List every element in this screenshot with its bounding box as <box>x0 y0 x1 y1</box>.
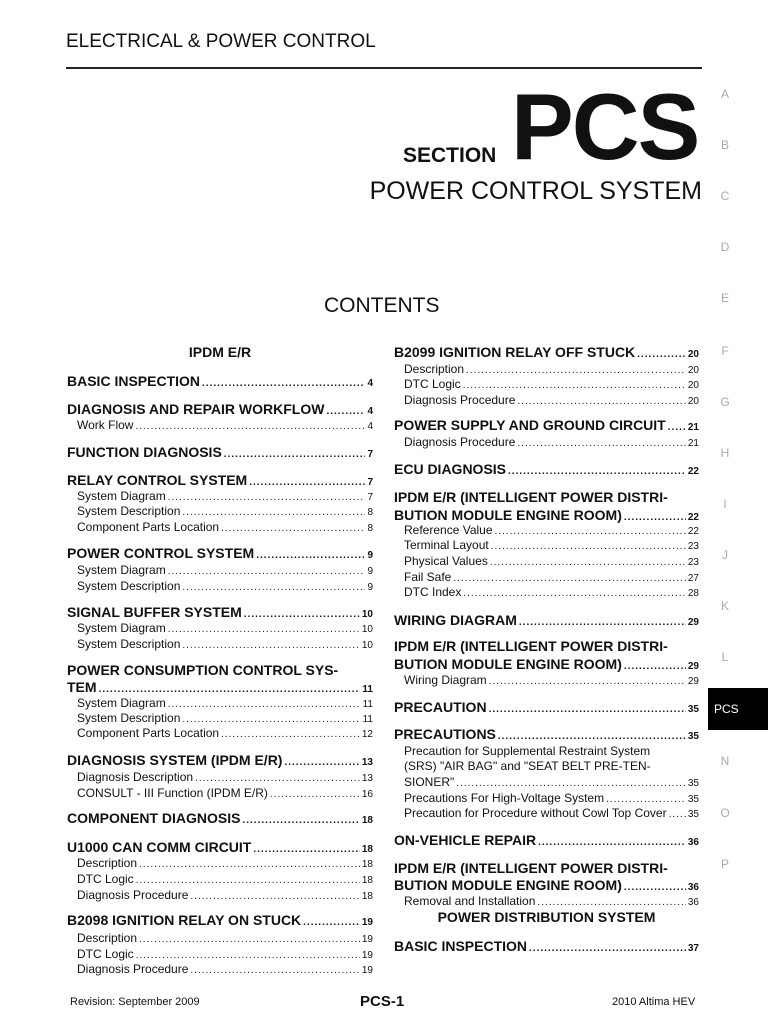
toc-label: BUTION MODULE ENGINE ROOM) <box>394 877 622 893</box>
toc-label: Precaution for Supplemental Restraint System <box>404 744 651 758</box>
toc-subentry[interactable] <box>404 759 699 773</box>
toc-leader-dots <box>284 757 359 768</box>
toc-page-number: 19 <box>361 917 373 928</box>
toc-label: System Description <box>77 579 181 593</box>
toc-label: Physical Values <box>404 554 488 568</box>
toc-label: Terminal Layout <box>404 538 489 552</box>
toc-subentry[interactable] <box>77 726 373 740</box>
toc-leader-dots <box>517 396 685 407</box>
toc-page-number: 18 <box>361 875 373 886</box>
toc-entry[interactable] <box>67 810 373 826</box>
section-label: SECTION <box>403 144 497 167</box>
toc-leader-dots <box>303 917 360 928</box>
toc-page-number: 35 <box>687 794 699 805</box>
toc-label: Precautions For High-Voltage System <box>404 791 605 805</box>
toc-leader-dots <box>139 859 360 870</box>
toc-page-number: 18 <box>361 891 373 902</box>
toc-leader-dots <box>224 449 366 460</box>
toc-subentry[interactable] <box>77 711 373 725</box>
toc-leader-dots <box>490 557 686 568</box>
toc-label: SIONER" <box>404 775 455 789</box>
toc-label: DIAGNOSIS AND REPAIR WORKFLOW <box>67 401 325 417</box>
toc-subentry[interactable] <box>77 637 373 651</box>
section-title: POWER CONTROL SYSTEM <box>369 177 702 205</box>
toc-page-number: 19 <box>361 950 373 961</box>
toc-leader-dots <box>244 609 360 620</box>
toc-subentry[interactable] <box>404 673 699 687</box>
toc-page-number: 16 <box>361 789 373 800</box>
toc-label: Precaution for Procedure without Cowl Top Cover <box>404 806 667 820</box>
toc-page-number: 20 <box>687 349 699 360</box>
toc-page-number: 22 <box>687 466 699 477</box>
toc-entry[interactable] <box>394 656 699 672</box>
toc-label: IPDM E/R (INTELLIGENT POWER DISTRI- <box>394 638 668 654</box>
toc-label: DTC Logic <box>77 872 134 886</box>
toc-page-number: 4 <box>367 421 373 432</box>
toc-subentry[interactable] <box>77 888 373 902</box>
toc-label: POWER CONSUMPTION CONTROL SYS- <box>67 662 339 678</box>
toc-leader-dots <box>466 365 686 376</box>
toc-part-heading: POWER DISTRIBUTION SYSTEM <box>437 909 656 925</box>
toc-entry[interactable] <box>394 877 699 893</box>
toc-entry[interactable] <box>67 401 373 417</box>
toc-subentry[interactable] <box>404 806 699 820</box>
toc-subentry[interactable] <box>77 504 373 518</box>
toc-label: FUNCTION DIAGNOSIS <box>67 444 222 460</box>
toc-leader-dots <box>519 617 686 628</box>
toc-page-number: 35 <box>687 731 699 742</box>
toc-leader-dots <box>326 406 365 417</box>
toc-subentry[interactable] <box>77 856 373 870</box>
toc-subentry[interactable] <box>404 435 699 449</box>
toc-page-number: 10 <box>361 609 373 620</box>
toc-label: System Description <box>77 504 181 518</box>
side-tab-p[interactable]: P <box>720 857 729 871</box>
toc-entry[interactable] <box>394 726 699 742</box>
toc-subentry[interactable] <box>404 744 699 758</box>
toc-label: System Diagram <box>77 563 166 577</box>
side-tab-c[interactable]: C <box>720 189 730 203</box>
toc-entry[interactable] <box>67 604 373 620</box>
toc-page-number: 21 <box>687 422 699 433</box>
toc-leader-dots <box>495 526 686 537</box>
side-tab-i[interactable]: I <box>723 497 727 511</box>
toc-subentry[interactable] <box>77 770 373 784</box>
side-tab-b[interactable]: B <box>720 138 729 152</box>
toc-page-number: 13 <box>361 757 373 768</box>
toc-label: B2099 IGNITION RELAY OFF STUCK <box>394 344 636 360</box>
side-tab-d[interactable]: D <box>720 240 730 254</box>
toc-page-number: 10 <box>361 640 373 651</box>
side-tab-j[interactable]: J <box>722 548 728 562</box>
toc-leader-dots <box>668 422 686 433</box>
toc-leader-dots <box>538 837 686 848</box>
toc-leader-dots <box>453 573 686 584</box>
toc-label: POWER CONTROL SYSTEM <box>67 545 255 561</box>
toc-leader-dots <box>637 349 686 360</box>
toc-entry[interactable] <box>67 472 373 488</box>
toc-page-number: 11 <box>362 684 373 695</box>
toc-leader-dots <box>202 378 365 389</box>
toc-leader-dots <box>135 421 365 432</box>
toc-page-number: 22 <box>687 512 699 523</box>
toc-page-number: 23 <box>687 541 699 552</box>
toc-label: Component Parts Location <box>77 520 220 534</box>
toc-label: U1000 CAN COMM CIRCUIT <box>67 839 252 855</box>
side-tab-pcs-active[interactable]: PCS <box>708 688 768 730</box>
toc-leader-dots <box>168 492 366 503</box>
toc-label: DTC Logic <box>77 947 134 961</box>
toc-entry[interactable] <box>67 662 373 678</box>
toc-subentry[interactable] <box>404 585 699 599</box>
toc-entry[interactable] <box>67 912 373 928</box>
toc-page-number: 36 <box>687 882 699 893</box>
toc-entry[interactable] <box>67 752 373 768</box>
toc-label: POWER SUPPLY AND GROUND CIRCUIT <box>394 417 666 433</box>
toc-part-heading: IPDM E/R <box>188 344 252 360</box>
toc-leader-dots <box>195 773 360 784</box>
contents-heading: CONTENTS <box>324 294 440 317</box>
toc-page-number: 7 <box>367 449 373 460</box>
toc-leader-dots <box>139 934 360 945</box>
toc-page-number: 9 <box>367 566 373 577</box>
toc-entry[interactable] <box>67 545 373 561</box>
toc-page-number: 29 <box>687 617 699 628</box>
toc-leader-dots <box>136 950 360 961</box>
toc-subentry[interactable] <box>77 872 373 886</box>
toc-leader-dots <box>537 897 685 908</box>
toc-page-number: 20 <box>687 380 699 391</box>
side-tab-a[interactable]: A <box>720 87 729 101</box>
header-rule <box>66 67 702 69</box>
toc-page-number: 9 <box>367 582 373 593</box>
toc-leader-dots <box>168 566 366 577</box>
toc-label: RELAY CONTROL SYSTEM <box>67 472 248 488</box>
toc-label: PRECAUTIONS <box>394 726 496 742</box>
toc-label: DTC Logic <box>404 377 461 391</box>
toc-leader-dots <box>253 844 360 855</box>
toc-leader-dots <box>182 714 360 725</box>
footer-model: 2010 Altima HEV <box>612 996 696 1008</box>
toc-entry[interactable] <box>394 638 699 654</box>
toc-leader-dots <box>508 466 686 477</box>
toc-page-number: 27 <box>687 573 699 584</box>
toc-page-number: 18 <box>361 844 373 855</box>
toc-label: Diagnosis Description <box>77 770 194 784</box>
toc-label: PRECAUTION <box>394 699 487 715</box>
toc-label: Wiring Diagram <box>404 673 487 687</box>
side-tab-l[interactable]: L <box>721 650 729 664</box>
toc-leader-dots <box>168 624 360 635</box>
toc-page-number: 4 <box>367 378 373 389</box>
toc-subentry[interactable] <box>404 894 699 908</box>
toc-leader-dots <box>489 676 686 687</box>
toc-page-number: 37 <box>687 943 699 954</box>
section-code: PCS <box>511 74 699 179</box>
toc-subentry[interactable] <box>404 362 699 376</box>
side-tab-k[interactable]: K <box>720 599 729 613</box>
toc-page-number: 4 <box>367 406 373 417</box>
toc-leader-dots <box>529 943 686 954</box>
toc-page-number: 21 <box>687 438 699 449</box>
toc-label: System Diagram <box>77 489 166 503</box>
toc-entry[interactable] <box>394 344 699 360</box>
toc-label: System Diagram <box>77 696 166 710</box>
toc-label: BUTION MODULE ENGINE ROOM) <box>394 656 622 672</box>
toc-label: IPDM E/R (INTELLIGENT POWER DISTRI- <box>394 860 668 876</box>
toc-subentry[interactable] <box>77 520 373 534</box>
toc-subentry[interactable] <box>404 523 699 537</box>
toc-subentry[interactable] <box>77 418 373 432</box>
toc-subentry[interactable] <box>404 393 699 407</box>
toc-page-number: 36 <box>687 837 699 848</box>
toc-subentry[interactable] <box>77 489 373 503</box>
toc-entry[interactable] <box>67 373 373 389</box>
toc-label: COMPONENT DIAGNOSIS <box>67 810 241 826</box>
toc-label: Removal and Installation <box>404 894 536 908</box>
toc-leader-dots <box>256 550 365 561</box>
manual-header-title: ELECTRICAL & POWER CONTROL <box>66 31 376 52</box>
toc-leader-dots <box>491 541 686 552</box>
toc-subentry[interactable] <box>77 563 373 577</box>
toc-page-number: 35 <box>687 704 699 715</box>
side-tab-f[interactable]: F <box>721 344 729 358</box>
toc-label: Description <box>77 856 138 870</box>
toc-label: Component Parts Location <box>77 726 220 740</box>
toc-page-number: 8 <box>367 523 373 534</box>
toc-page-number: 35 <box>687 778 699 789</box>
toc-label: (SRS) "AIR BAG" and "SEAT BELT PRE-TEN- <box>404 759 651 773</box>
toc-leader-dots <box>624 882 686 893</box>
toc-leader-dots <box>221 729 360 740</box>
toc-entry[interactable] <box>67 839 373 855</box>
toc-label: Fail Safe <box>404 570 452 584</box>
toc-label: CONSULT - III Function (IPDM E/R) <box>77 786 268 800</box>
toc-label: Diagnosis Procedure <box>404 393 516 407</box>
toc-entry[interactable] <box>394 860 699 876</box>
toc-page-number: 7 <box>367 477 373 488</box>
toc-leader-dots <box>669 809 686 820</box>
toc-page-number: 11 <box>362 714 373 725</box>
toc-label: B2098 IGNITION RELAY ON STUCK <box>67 912 302 928</box>
toc-page-number: 13 <box>361 773 373 784</box>
toc-page-number: 19 <box>361 965 373 976</box>
toc-page-number: 11 <box>362 699 373 710</box>
toc-entry[interactable] <box>394 832 699 848</box>
toc-subentry[interactable] <box>404 570 699 584</box>
toc-page-number: 23 <box>687 557 699 568</box>
toc-entry[interactable] <box>394 699 699 715</box>
toc-label: Diagnosis Procedure <box>77 962 189 976</box>
toc-label: System Description <box>77 637 181 651</box>
toc-leader-dots <box>190 891 359 902</box>
toc-label: Description <box>77 931 138 945</box>
toc-label: SIGNAL BUFFER SYSTEM <box>67 604 242 620</box>
toc-label: Reference Value <box>404 523 493 537</box>
toc-page-number: 36 <box>687 897 699 908</box>
toc-leader-dots <box>489 704 686 715</box>
toc-subentry[interactable] <box>77 931 373 945</box>
toc-subentry[interactable] <box>77 621 373 635</box>
toc-page-number: 20 <box>687 396 699 407</box>
toc-subentry[interactable] <box>77 696 373 710</box>
footer-page-number: PCS-1 <box>360 993 405 1010</box>
toc-label: Description <box>404 362 465 376</box>
toc-leader-dots <box>624 512 686 523</box>
toc-label: BASIC INSPECTION <box>67 373 201 389</box>
toc-subentry[interactable] <box>77 962 373 976</box>
toc-entry[interactable] <box>67 444 373 460</box>
side-tab-g[interactable]: G <box>720 395 730 409</box>
toc-label: TEM <box>67 679 97 695</box>
toc-page-number: 18 <box>361 859 373 870</box>
toc-label: BUTION MODULE ENGINE ROOM) <box>394 507 622 523</box>
toc-leader-dots <box>182 507 365 518</box>
toc-label: DTC Index <box>404 585 462 599</box>
toc-page-number: 28 <box>687 588 699 599</box>
toc-label: ON-VEHICLE REPAIR <box>394 832 537 848</box>
toc-label: Work Flow <box>77 418 134 432</box>
toc-page-number: 7 <box>367 492 373 503</box>
toc-page-number: 10 <box>361 624 373 635</box>
toc-leader-dots <box>463 380 686 391</box>
toc-subentry[interactable] <box>404 791 699 805</box>
toc-leader-dots <box>136 875 360 886</box>
toc-page-number: 29 <box>687 661 699 672</box>
toc-entry[interactable] <box>394 417 699 433</box>
toc-entry[interactable] <box>394 489 699 505</box>
toc-leader-dots <box>517 438 685 449</box>
toc-subentry[interactable] <box>404 554 699 568</box>
toc-entry[interactable] <box>67 679 373 695</box>
toc-leader-dots <box>249 477 365 488</box>
side-tab-h[interactable]: H <box>720 446 730 460</box>
toc-label: Diagnosis Procedure <box>404 435 516 449</box>
toc-page-number: 35 <box>687 809 699 820</box>
toc-page-number: 9 <box>367 550 373 561</box>
toc-leader-dots <box>498 731 686 742</box>
toc-subentry[interactable] <box>404 377 699 391</box>
toc-label: Diagnosis Procedure <box>77 888 189 902</box>
toc-leader-dots <box>168 699 361 710</box>
side-tab-n[interactable]: N <box>720 754 730 768</box>
toc-subentry[interactable] <box>77 947 373 961</box>
side-tab-o[interactable]: O <box>720 806 730 820</box>
toc-page-number: 19 <box>361 934 373 945</box>
toc-label: IPDM E/R (INTELLIGENT POWER DISTRI- <box>394 489 668 505</box>
toc-page-number: 18 <box>361 815 373 826</box>
toc-leader-dots <box>606 794 686 805</box>
toc-leader-dots <box>182 640 360 651</box>
toc-entry[interactable] <box>394 612 699 628</box>
toc-label: ECU DIAGNOSIS <box>394 461 507 477</box>
toc-leader-dots <box>270 789 360 800</box>
side-tab-e[interactable]: E <box>720 291 729 305</box>
toc-subentry[interactable] <box>404 538 699 552</box>
toc-entry[interactable] <box>394 507 699 523</box>
toc-page-number: 20 <box>687 365 699 376</box>
toc-subentry[interactable] <box>77 579 373 593</box>
toc-leader-dots <box>463 588 686 599</box>
toc-label: DIAGNOSIS SYSTEM (IPDM E/R) <box>67 752 283 768</box>
toc-leader-dots <box>456 778 686 789</box>
toc-subentry[interactable] <box>77 786 373 800</box>
toc-leader-dots <box>221 523 365 534</box>
toc-page-number: 22 <box>687 526 699 537</box>
toc-page-number: 12 <box>361 729 373 740</box>
toc-leader-dots <box>242 815 359 826</box>
toc-leader-dots <box>182 582 365 593</box>
toc-page-number: 29 <box>687 676 699 687</box>
toc-entry[interactable] <box>394 938 699 954</box>
toc-leader-dots <box>624 661 686 672</box>
toc-leader-dots <box>99 684 361 695</box>
toc-label: BASIC INSPECTION <box>394 938 528 954</box>
toc-leader-dots <box>190 965 359 976</box>
toc-label: WIRING DIAGRAM <box>394 612 517 628</box>
toc-label: System Diagram <box>77 621 166 635</box>
toc-entry[interactable] <box>394 461 699 477</box>
toc-page-number: 8 <box>367 507 373 518</box>
toc-subentry[interactable] <box>404 775 699 789</box>
toc-label: System Description <box>77 711 181 725</box>
footer-revision: Revision: September 2009 <box>70 996 200 1008</box>
